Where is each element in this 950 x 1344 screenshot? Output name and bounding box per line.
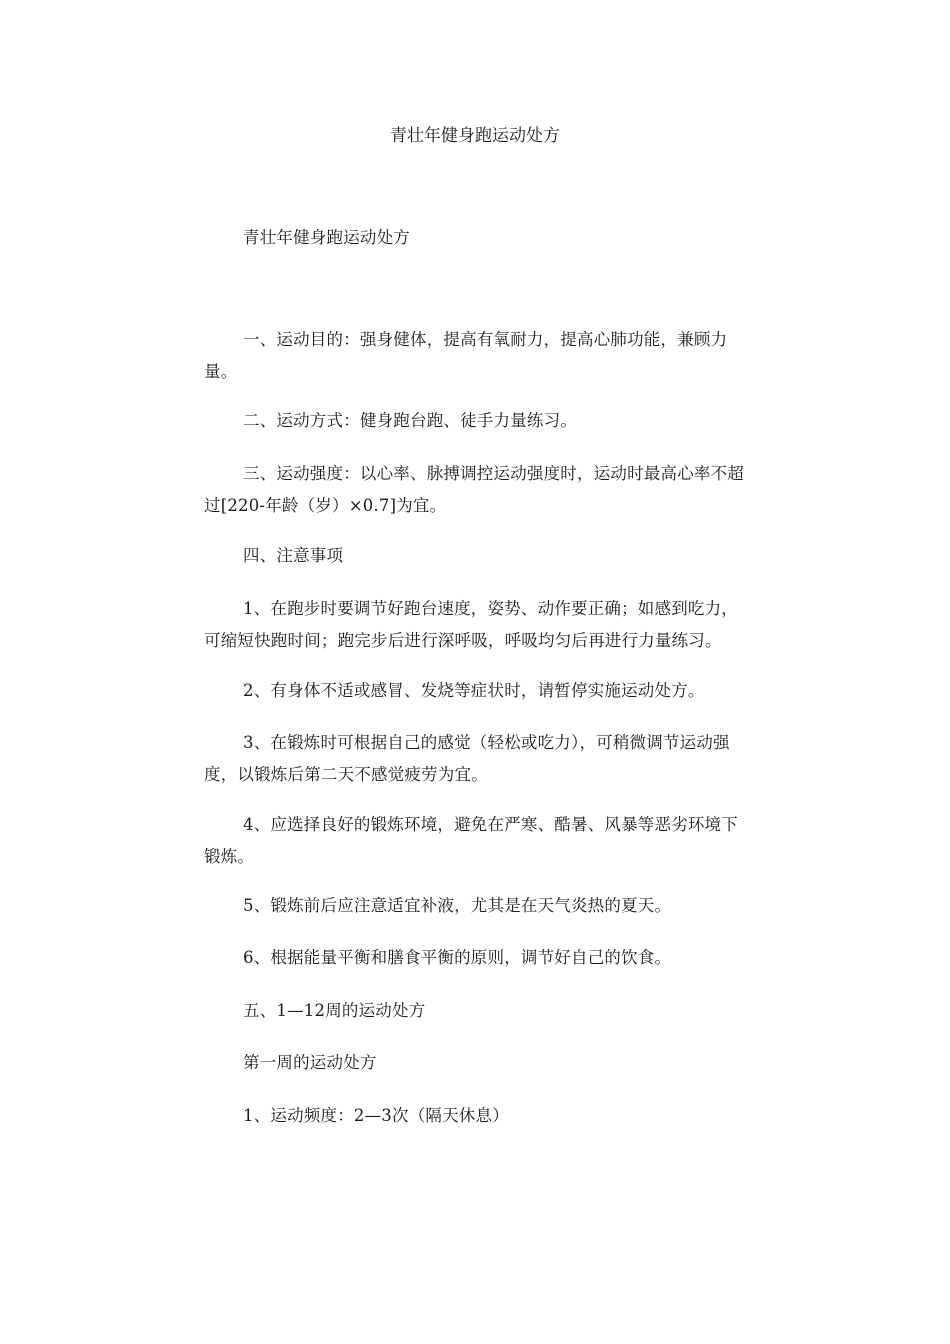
paragraph-intensity: 三、运动强度：以心率、脉搏调控运动强度时，运动时最高心率不超过[220-年龄（岁）×0.7]为宜。 bbox=[204, 464, 744, 515]
note-item-2: 2、有身体不适或感冒、发烧等症状时，请暂停实施运动处方。 bbox=[243, 681, 705, 700]
note-item-5: 5、锻炼前后应注意适宜补液，尤其是在天气炎热的夏天。 bbox=[243, 896, 672, 915]
note-item-6: 6、根据能量平衡和膳食平衡的原则，调节好自己的饮食。 bbox=[243, 948, 672, 967]
note-item-1: 1、在跑步时要调节好跑台速度，姿势、动作要正确；如感到吃力，可缩短快跑时间；跑完步后进行深呼吸，呼吸均匀后再进行力量练习。 bbox=[204, 599, 738, 650]
document-subtitle: 青壮年健身跑运动处方 bbox=[243, 228, 410, 247]
document-title: 青壮年健身跑运动处方 bbox=[390, 126, 560, 146]
section-heading-prescription: 五、1—12周的运动处方 bbox=[243, 1001, 426, 1020]
paragraph-method: 二、运动方式：健身跑台跑、徒手力量练习。 bbox=[243, 411, 577, 430]
frequency-item: 1、运动频度：2—3次（隔天休息） bbox=[243, 1106, 509, 1125]
paragraph-purpose: 一、运动目的：强身健体，提高有氧耐力，提高心肺功能，兼顾力量。 bbox=[204, 330, 728, 381]
week-one-heading: 第一周的运动处方 bbox=[243, 1053, 377, 1072]
section-heading-notes: 四、注意事项 bbox=[243, 546, 344, 565]
note-item-3: 3、在锻炼时可根据自己的感觉（轻松或吃力），可稍微调节运动强度，以锻炼后第二天不感觉疲劳为宜。 bbox=[204, 733, 730, 784]
note-item-4: 4、应选择良好的锻炼环境，避免在严寒、酷暑、风暴等恶劣环境下锻炼。 bbox=[204, 815, 738, 866]
